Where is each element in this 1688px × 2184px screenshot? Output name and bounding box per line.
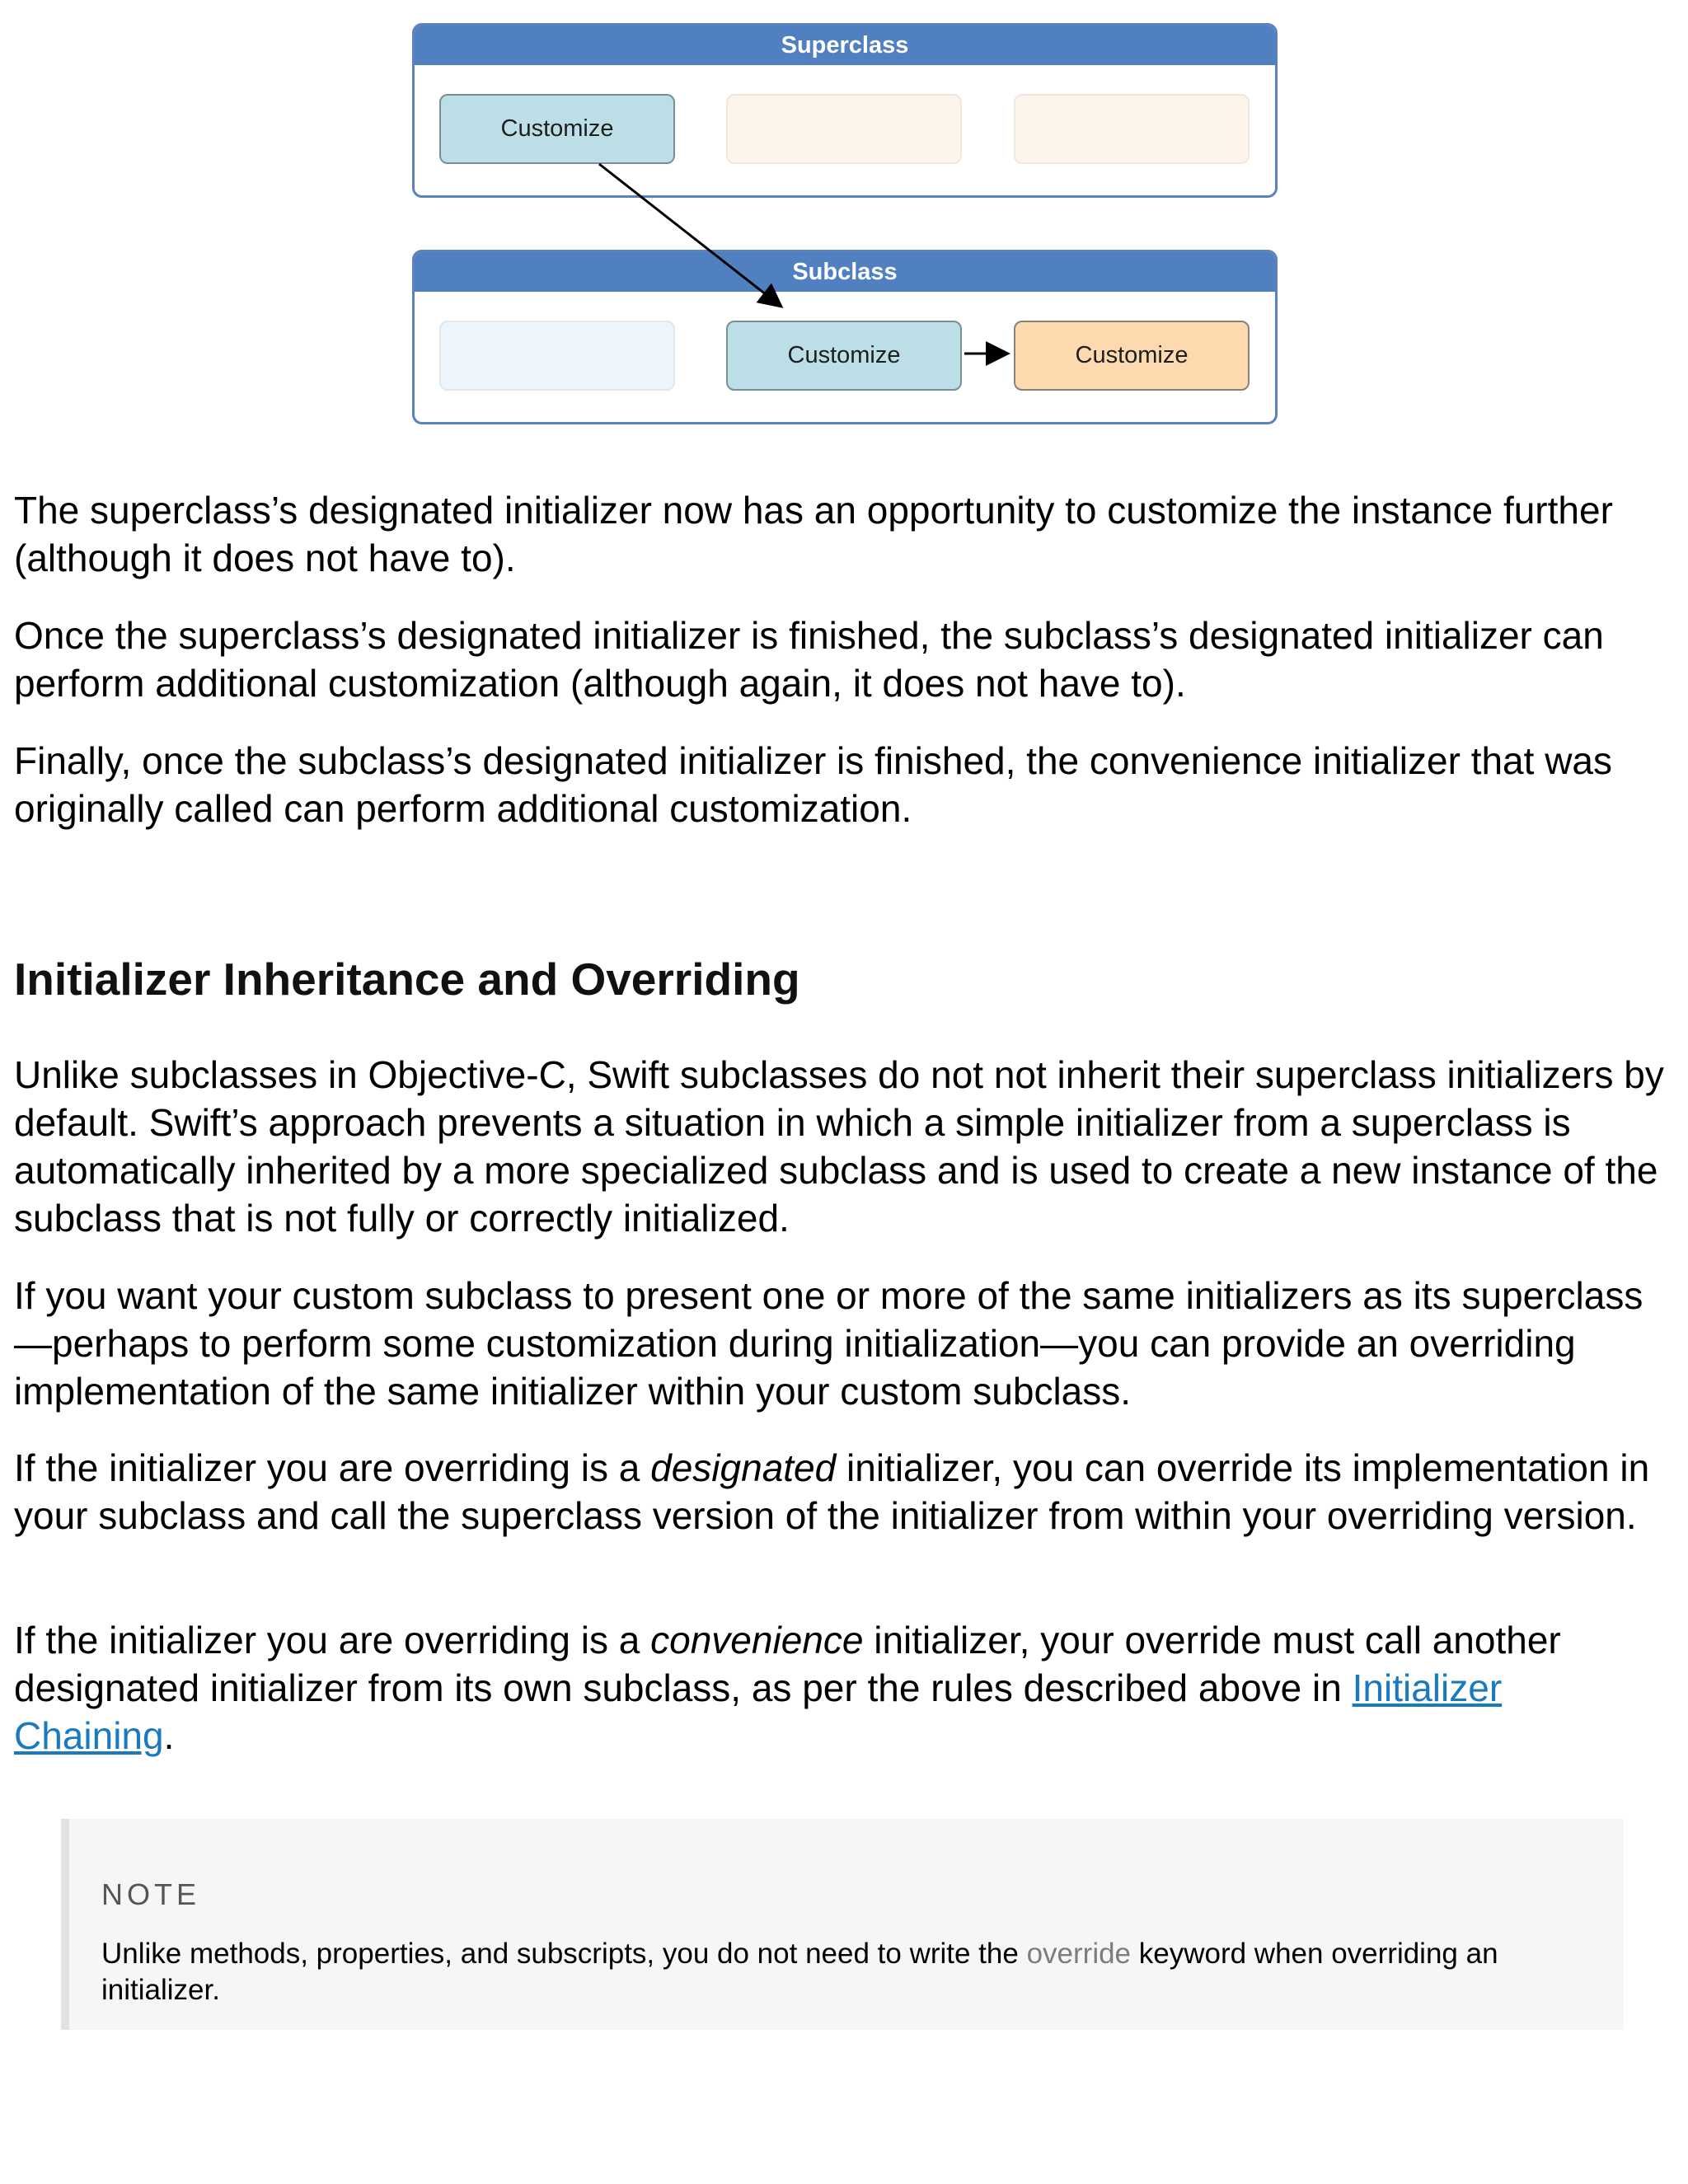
paragraph-text: Finally, once the subclass’s designated initializer is finished, the convenience initializer that was originally called can perform additional customization. (14, 739, 1613, 830)
superclass-customize-cell: Customize (439, 94, 675, 164)
section-heading-container (14, 952, 1667, 1006)
text-run: If the initializer you are overriding is a (14, 1446, 651, 1489)
text-run: initializer, you can override its implementation in your subclass and call the superclass version of the initializer from within your overriding version. (14, 1446, 1650, 1537)
paragraph-text (14, 1444, 1667, 1540)
text-run: keyword when overriding an initializer. (101, 1938, 1498, 2006)
note-label: NOTE (101, 1877, 201, 1911)
initializer-chaining-link[interactable]: Initializer Chaining (14, 1666, 1503, 1757)
paragraph-convenience-override (14, 1616, 1667, 1760)
subclass-convenience-customize-cell: Customize (1014, 321, 1250, 391)
subclass-box (412, 250, 1278, 424)
initializer-delegation-diagram (0, 0, 1688, 429)
text-run: Unlike methods, properties, and subscripts, you do not need to write the (101, 1938, 1027, 1970)
superclass-box (412, 23, 1278, 198)
paragraph-superclass-customize (14, 486, 1667, 582)
subclass-designated-customize-cell: Customize (726, 321, 962, 391)
subclass-header: Subclass (415, 252, 1275, 292)
note-text (101, 1936, 1568, 2008)
subclass-empty-cell-1 (439, 321, 675, 391)
override-keyword: override (1026, 1938, 1132, 1970)
text-run: initializer, your override must call another designated initializer from its own subclass, as per the rules described above in (14, 1619, 1561, 1709)
text-run: If the initializer you are overriding is a (14, 1619, 651, 1661)
paragraph-subclass-customize (14, 612, 1667, 707)
paragraph-convenience-customize (14, 737, 1667, 832)
note-box (61, 1819, 1624, 2030)
paragraph-custom-subclass (14, 1272, 1667, 1415)
superclass-empty-cell-3 (1014, 94, 1250, 164)
paragraph-text: Once the superclass’s designated initializer is finished, the subclass’s designated initializer can perform additional customization (although again, it does not have to). (14, 614, 1604, 705)
section-title: Initializer Inheritance and Overriding (14, 954, 800, 1005)
superclass-header: Superclass (415, 26, 1275, 65)
paragraph-text (14, 1616, 1667, 1760)
paragraph-text: The superclass’s designated initializer now has an opportunity to customize the instance further (although it does not have to). (14, 489, 1613, 579)
emphasis-convenience: convenience (650, 1619, 864, 1661)
paragraph-designated-override (14, 1444, 1667, 1540)
paragraph-inheritance (14, 1051, 1667, 1242)
paragraph-text: Unlike subclasses in Objective-C, Swift subclasses do not not inherit their superclass initializers by default. Swift’s approach prevents a situation in which a simple initializer from a superclass is automatically inherited by a more specialized subclass and is used to create a new instance of the subclass that is not fully or correctly initialized. (14, 1053, 1664, 1240)
emphasis-designated: designated (650, 1446, 837, 1489)
paragraph-text: If you want your custom subclass to present one or more of the same initializers as its superclass—perhaps to perform some customization during initialization—you can provide an overriding implementation of the same initializer within your custom subclass. (14, 1274, 1643, 1413)
superclass-empty-cell-2 (726, 94, 962, 164)
text-run: . (163, 1714, 175, 1757)
